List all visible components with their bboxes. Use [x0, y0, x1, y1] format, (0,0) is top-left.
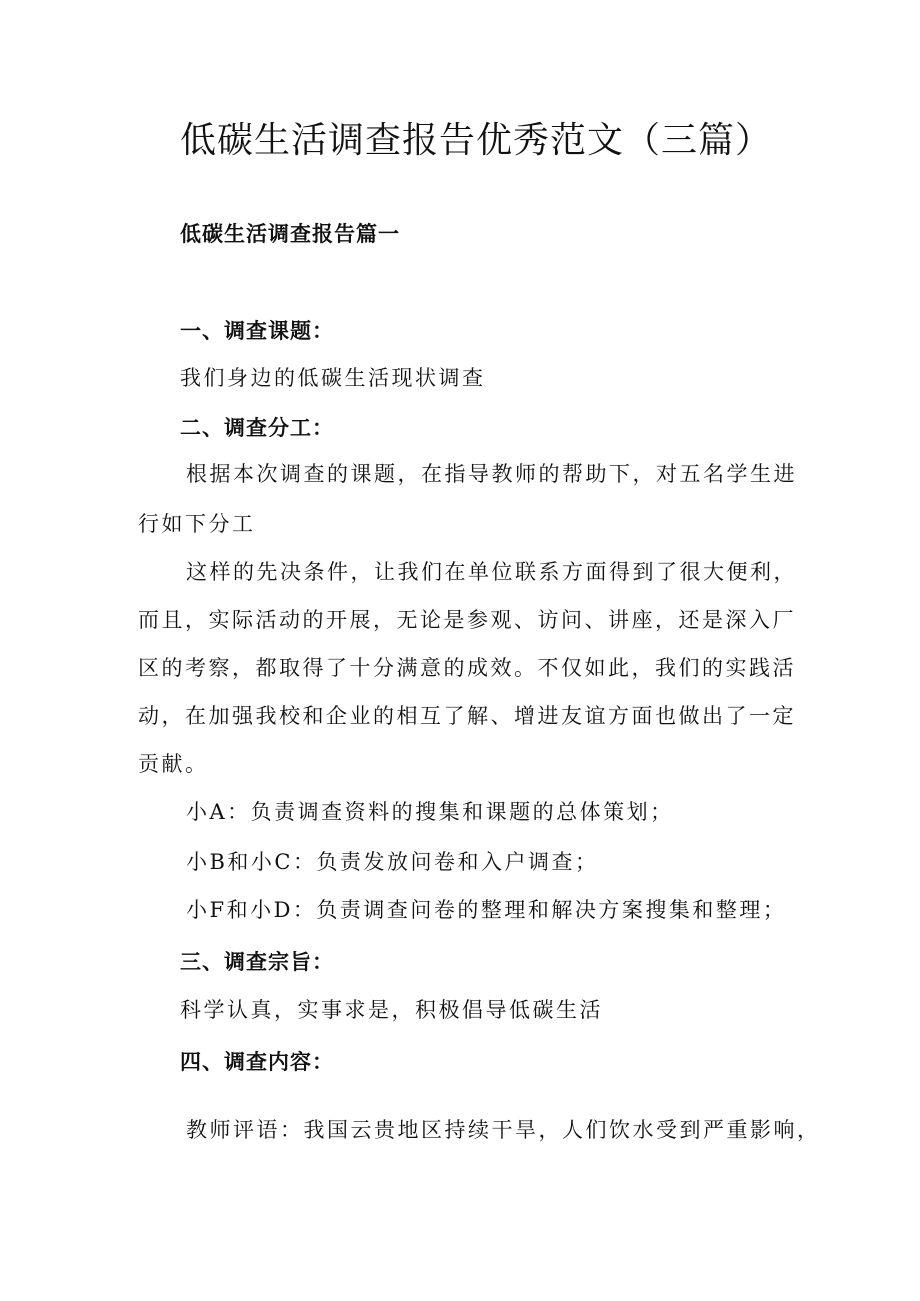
purpose-text: 科学认真，实事求是，积极倡导低碳生活 [180, 998, 603, 1022]
division-para2-line1: 这样的先决条件，让我们在单位联系方面得到了很大便利， [186, 560, 797, 584]
section-heading-content: 四、调查内容： [180, 1049, 334, 1074]
division-para1-line2: 行如下分工 [138, 512, 256, 536]
division-para2-line5: 贡献。 [138, 752, 209, 776]
section-heading-topic: 一、调查课题： [180, 318, 334, 343]
division-para2-line4: 动，在加强我校和企业的相互了解、增进友谊方面也做出了一定 [138, 704, 796, 728]
article-subtitle: 低碳生活调查报告篇一 [180, 221, 400, 246]
assignment-a: 小A：负责调查资料的搜集和课题的总体策划； [186, 800, 674, 824]
division-para1-line1: 根据本次调查的课题，在指导教师的帮助下，对五名学生进 [186, 462, 797, 486]
document-title: 低碳生活调查报告优秀范文（三篇） [180, 120, 773, 161]
division-para2-line3: 区的考察，都取得了十分满意的成效。不仅如此，我们的实践活 [138, 656, 796, 680]
division-para2-line2: 而且，实际活动的开展，无论是参观、访问、讲座，还是深入厂 [138, 608, 796, 632]
assignment-bc: 小B和小C：负责发放问卷和入户调查； [186, 850, 599, 874]
topic-text: 我们身边的低碳生活现状调查 [180, 366, 486, 390]
section-heading-division: 二、调查分工： [180, 415, 334, 440]
assignment-fd: 小F和小D：负责调查问卷的整理和解决方案搜集和整理； [186, 898, 787, 922]
section-heading-purpose: 三、调查宗旨： [180, 949, 334, 974]
content-text: 教师评语：我国云贵地区持续干旱，人们饮水受到严重影响， [186, 1118, 821, 1142]
